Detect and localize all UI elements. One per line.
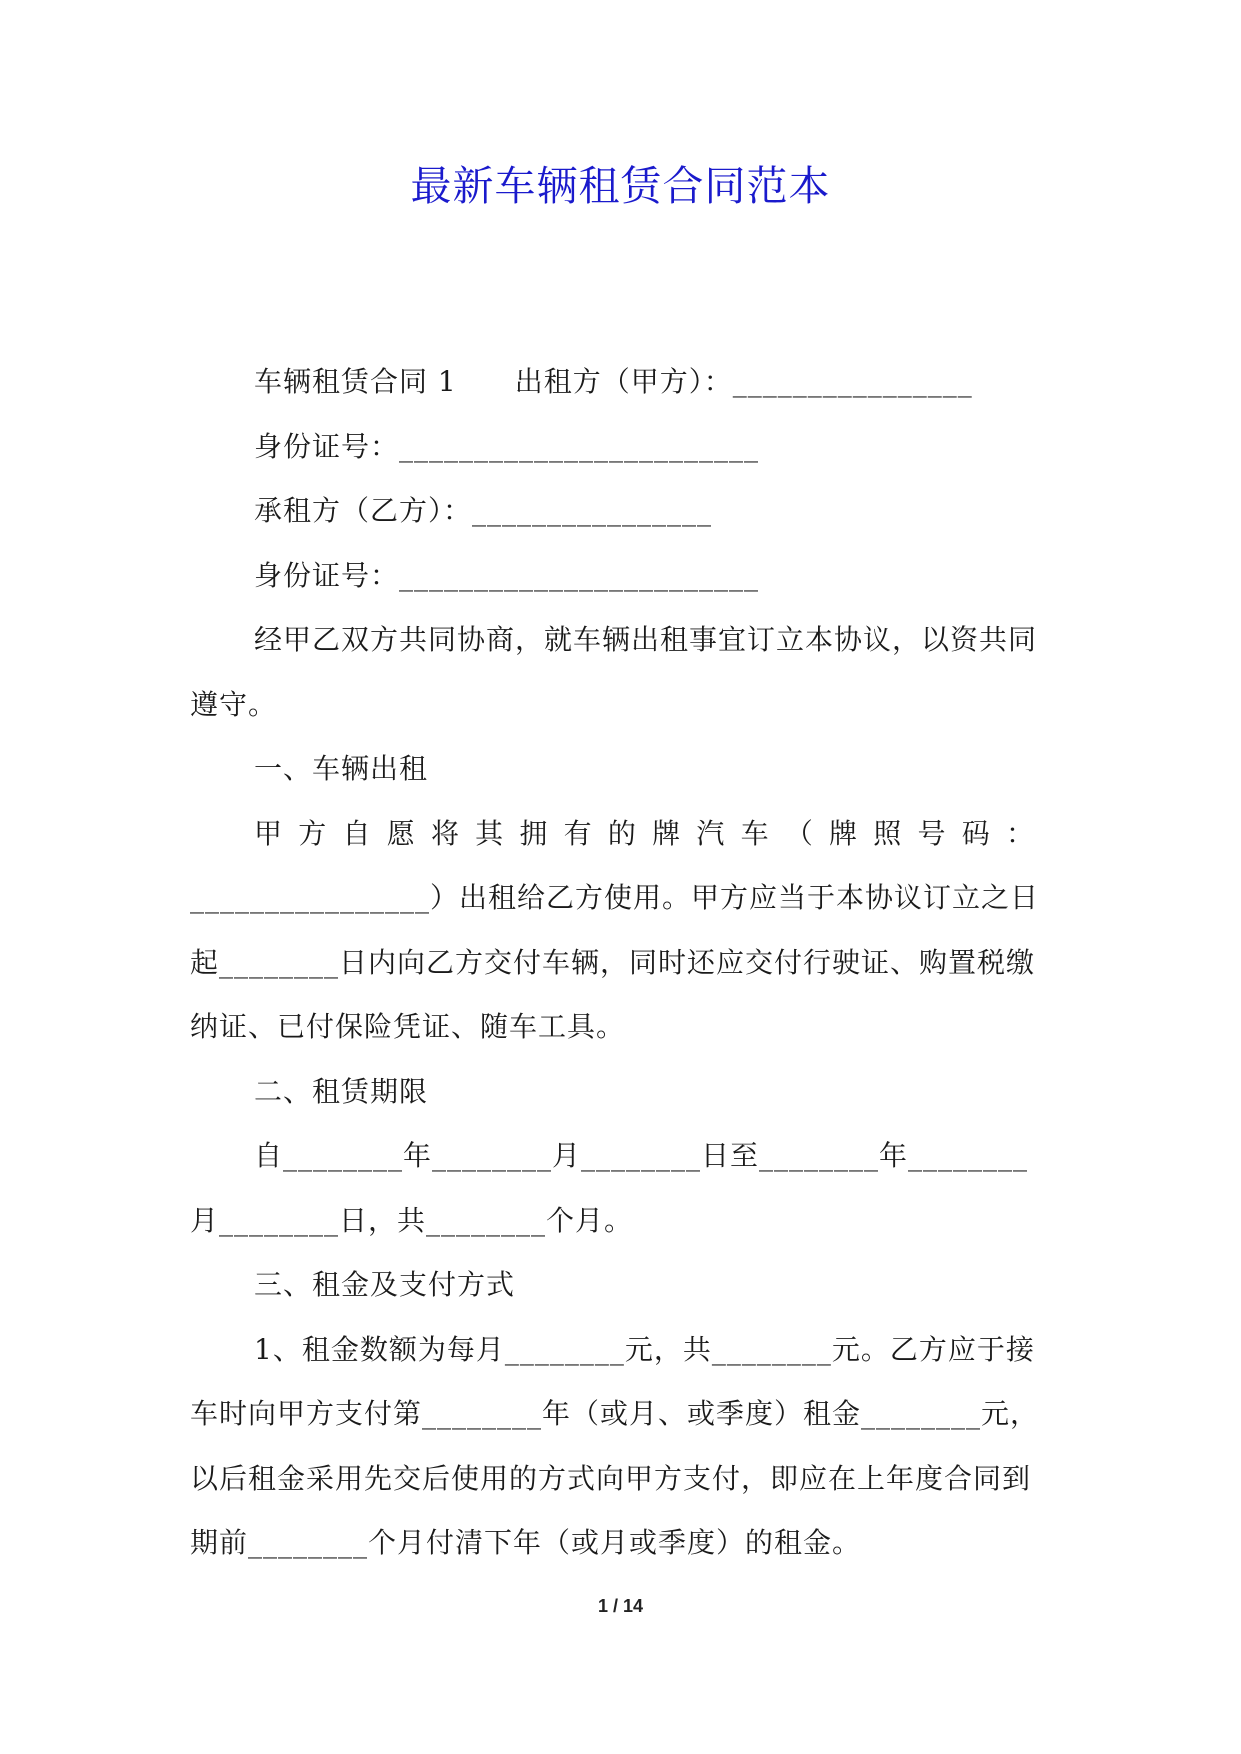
section-heading-rent-payment: 三、租金及支付方式 (254, 1268, 516, 1301)
document-body (190, 350, 1050, 1576)
section-heading-vehicle-rental: 一、车辆出租 (254, 752, 429, 785)
section-heading-lease-term: 二、租赁期限 (254, 1074, 429, 1108)
paragraph-rent-amount: 1、租金数额为每月________元，共________元。乙方应于接车时向甲方支付第________年（或月、或季度）租金________元，以后租金采用先交后使用的方式向甲方支付，即应在上年度合同到期前________个月付清下年（或月或季度）的租金。 (190, 1332, 1040, 1559)
paragraph-lessee-id: 身份证号：________________________ (254, 558, 760, 592)
paragraph-lessee: 承租方（乙方）：________________ (254, 494, 713, 527)
paragraph-vehicle-ownership: 甲方自愿将其拥有的牌汽车（牌照号码： (254, 816, 1050, 850)
paragraph-preamble: 经甲乙双方共同协商，就车辆出租事宜订立本协议，以资共同遵守。 (190, 623, 1038, 721)
document-title: 最新车辆租赁合同范本 (410, 162, 831, 210)
paragraph-vehicle-delivery: ________________）出租给乙方使用。甲方应当于本协议订立之日起________日内向乙方交付车辆，同时还应交付行驶证、购置税缴纳证、已付保险凭证、随车工具。 (190, 881, 1040, 1043)
paragraph-contract-header: 车辆租赁合同 1 出租方（甲方）：________________ (254, 365, 973, 398)
paragraph-lessor-id: 身份证号：________________________ (254, 429, 760, 463)
page-indicator: 1 / 14 (597, 1596, 644, 1616)
paragraph-lease-term: 自________年________月________日至________年________月________日，共________个月。 (190, 1139, 1029, 1237)
